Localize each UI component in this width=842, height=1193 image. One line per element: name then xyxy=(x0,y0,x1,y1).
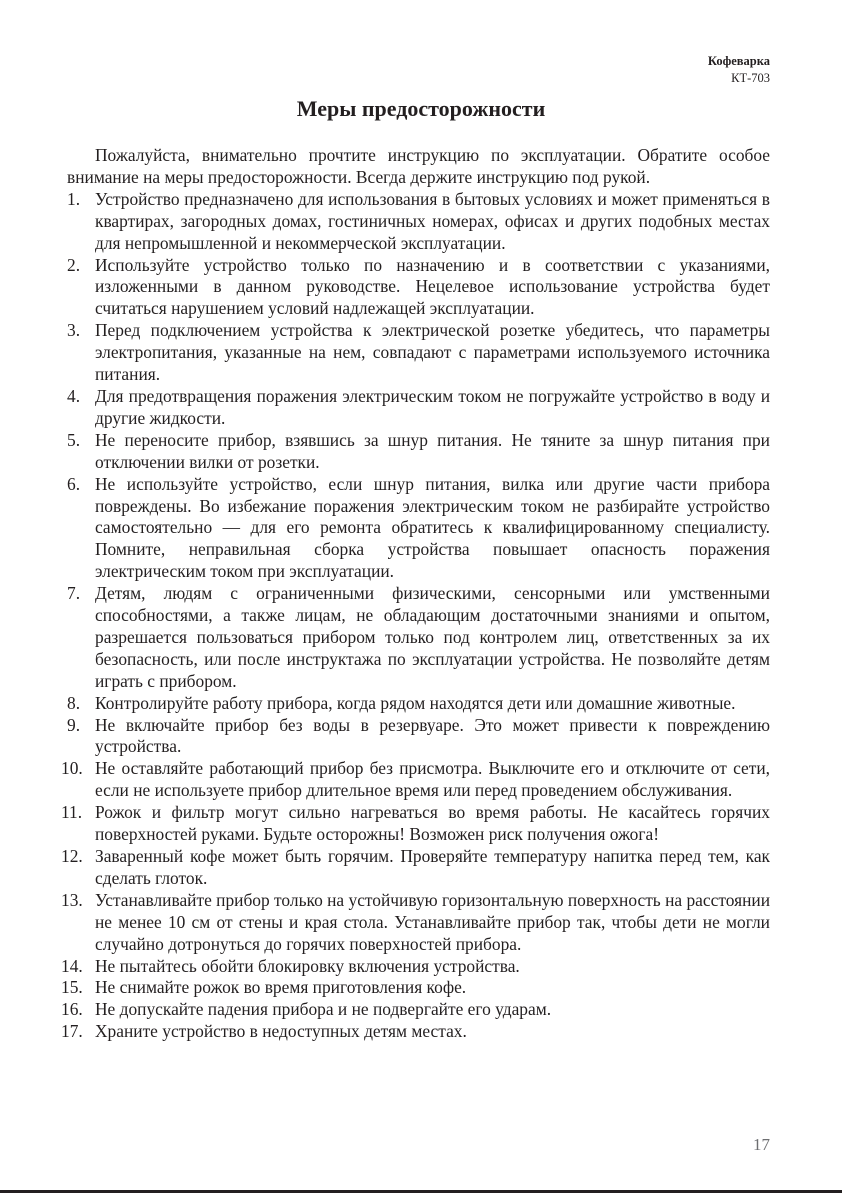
item-text: Перед подключением устройства к электрической розетке убедитесь, что параметры электропитания, указанные на нем, совпадают с параметрами используемого источника питания. xyxy=(95,320,770,385)
item-number: 2. xyxy=(67,254,81,275)
item-text: Не оставляйте работающий прибор без присмотра. Выключите его и отключите от сети, если не используете прибор длительное время или перед проведением обслуживания. xyxy=(95,758,770,801)
list-item xyxy=(61,1021,770,1043)
product-name: Кофеварка xyxy=(707,54,770,68)
item-number: 5. xyxy=(67,429,81,450)
item-text: Не используйте устройство, если шнур питания, вилка или другие части прибора повреждены. Во избежание поражения электрическим током не разбирайте устройство самостоятельно — для его ремонта обратитесь к квалифицированному специалисту. Помните, неправильная сборка устройства повышает опасность поражения электрическим током при эксплуатации. xyxy=(95,473,770,582)
item-text: Не допускайте падения прибора и не подвергайте его ударам. xyxy=(95,999,552,1020)
item-number: 9. xyxy=(67,714,81,735)
item-text: Контролируйте работу прибора, когда рядом находятся дети или домашние животные. xyxy=(95,692,736,713)
item-text: Не включайте прибор без воды в резервуаре. Это может привести к повреждению устройства. xyxy=(95,714,770,757)
item-number: 1. xyxy=(67,188,81,209)
item-text: Устройство предназначено для использования в бытовых условиях и может применяться в квартирах, загородных домах, гостиничных номерах, офисах и других подобных местах для непромышленной и некоммерческой эксплуатации. xyxy=(95,188,770,253)
list-item xyxy=(61,955,770,978)
item-number: 16. xyxy=(61,999,83,1020)
list-item xyxy=(67,715,770,759)
page-number: 17 xyxy=(753,1135,770,1154)
item-number: 8. xyxy=(67,692,81,713)
item-text: Устанавливайте прибор только на устойчивую горизонтальную поверхность на расстоянии не менее 10 см от стены и края стола. Устанавливайте прибор так, чтобы дети не могли случайно дотронуться до горячих поверхностей прибора. xyxy=(95,889,770,954)
list-item xyxy=(67,320,770,386)
list-item xyxy=(67,583,770,693)
item-number: 6. xyxy=(67,473,81,494)
list-item xyxy=(67,255,770,321)
item-number: 4. xyxy=(67,385,81,406)
list-item xyxy=(61,802,770,846)
page-header xyxy=(708,53,770,87)
item-number: 10. xyxy=(61,758,83,779)
item-text: Не переносите прибор, взявшись за шнур питания. Не тяните за шнур питания при отключении вилки от розетки. xyxy=(95,429,770,472)
item-text: Храните устройство в недоступных детям местах. xyxy=(95,1021,467,1042)
item-number: 11. xyxy=(61,802,83,823)
list-item xyxy=(67,693,770,715)
list-item xyxy=(61,999,770,1021)
item-number: 13. xyxy=(61,889,83,910)
item-text: Рожок и фильтр могут сильно нагреваться во время работы. Не касайтесь горячих поверхностей руками. Будьте осторожны! Возможен риск получения ожога! xyxy=(95,802,770,845)
item-text: Используйте устройство только по назначению и в соответствии с указаниями, изложенными в данном руководстве. Нецелевое использование устройства будет считаться нарушением условий надлежащей эксплуатации. xyxy=(95,254,770,319)
list-item xyxy=(61,889,770,956)
list-item xyxy=(67,386,770,430)
item-text: Заваренный кофе может быть горячим. Проверяйте температуру напитка перед тем, как сделать глоток. xyxy=(95,846,770,888)
item-number: 14. xyxy=(61,955,83,976)
item-text: Для предотвращения поражения электрическим током не погружайте устройство в воду и другие жидкости. xyxy=(95,385,770,428)
item-text: Детям, людям с ограниченными физическими, сенсорными или умственными способностями, а также лицам, не обладающим достаточными знаниями и опытом, разрешается пользоваться прибором только под контролем лиц, ответственных за их безопасность, или после инструктажа по эксплуатации устройства. Не позволяйте детям играть с прибором. xyxy=(95,583,770,691)
product-model: КТ-703 xyxy=(731,71,770,85)
list-item xyxy=(61,846,770,890)
list-item xyxy=(67,430,770,474)
list-item xyxy=(61,758,770,802)
list-item xyxy=(67,189,770,255)
item-number: 3. xyxy=(67,320,81,341)
list-item xyxy=(61,977,770,999)
item-number: 7. xyxy=(67,583,81,604)
item-number: 15. xyxy=(61,977,83,998)
intro-paragraph: Пожалуйста, внимательно прочтите инструкцию по эксплуатации. Обратите особое внимание на меры предосторожности. Всегда держите инструкцию под рукой. xyxy=(67,145,770,187)
item-number: 12. xyxy=(61,846,83,866)
item-number: 17. xyxy=(61,1021,83,1042)
list-item xyxy=(67,474,770,584)
safety-section xyxy=(61,145,770,1043)
item-text: Не снимайте рожок во время приготовления кофе. xyxy=(95,977,467,998)
item-text: Не пытайтесь обойти блокировку включения устройства. xyxy=(95,955,520,976)
page-title: Меры предосторожности xyxy=(296,96,546,121)
safety-list xyxy=(61,188,770,1043)
